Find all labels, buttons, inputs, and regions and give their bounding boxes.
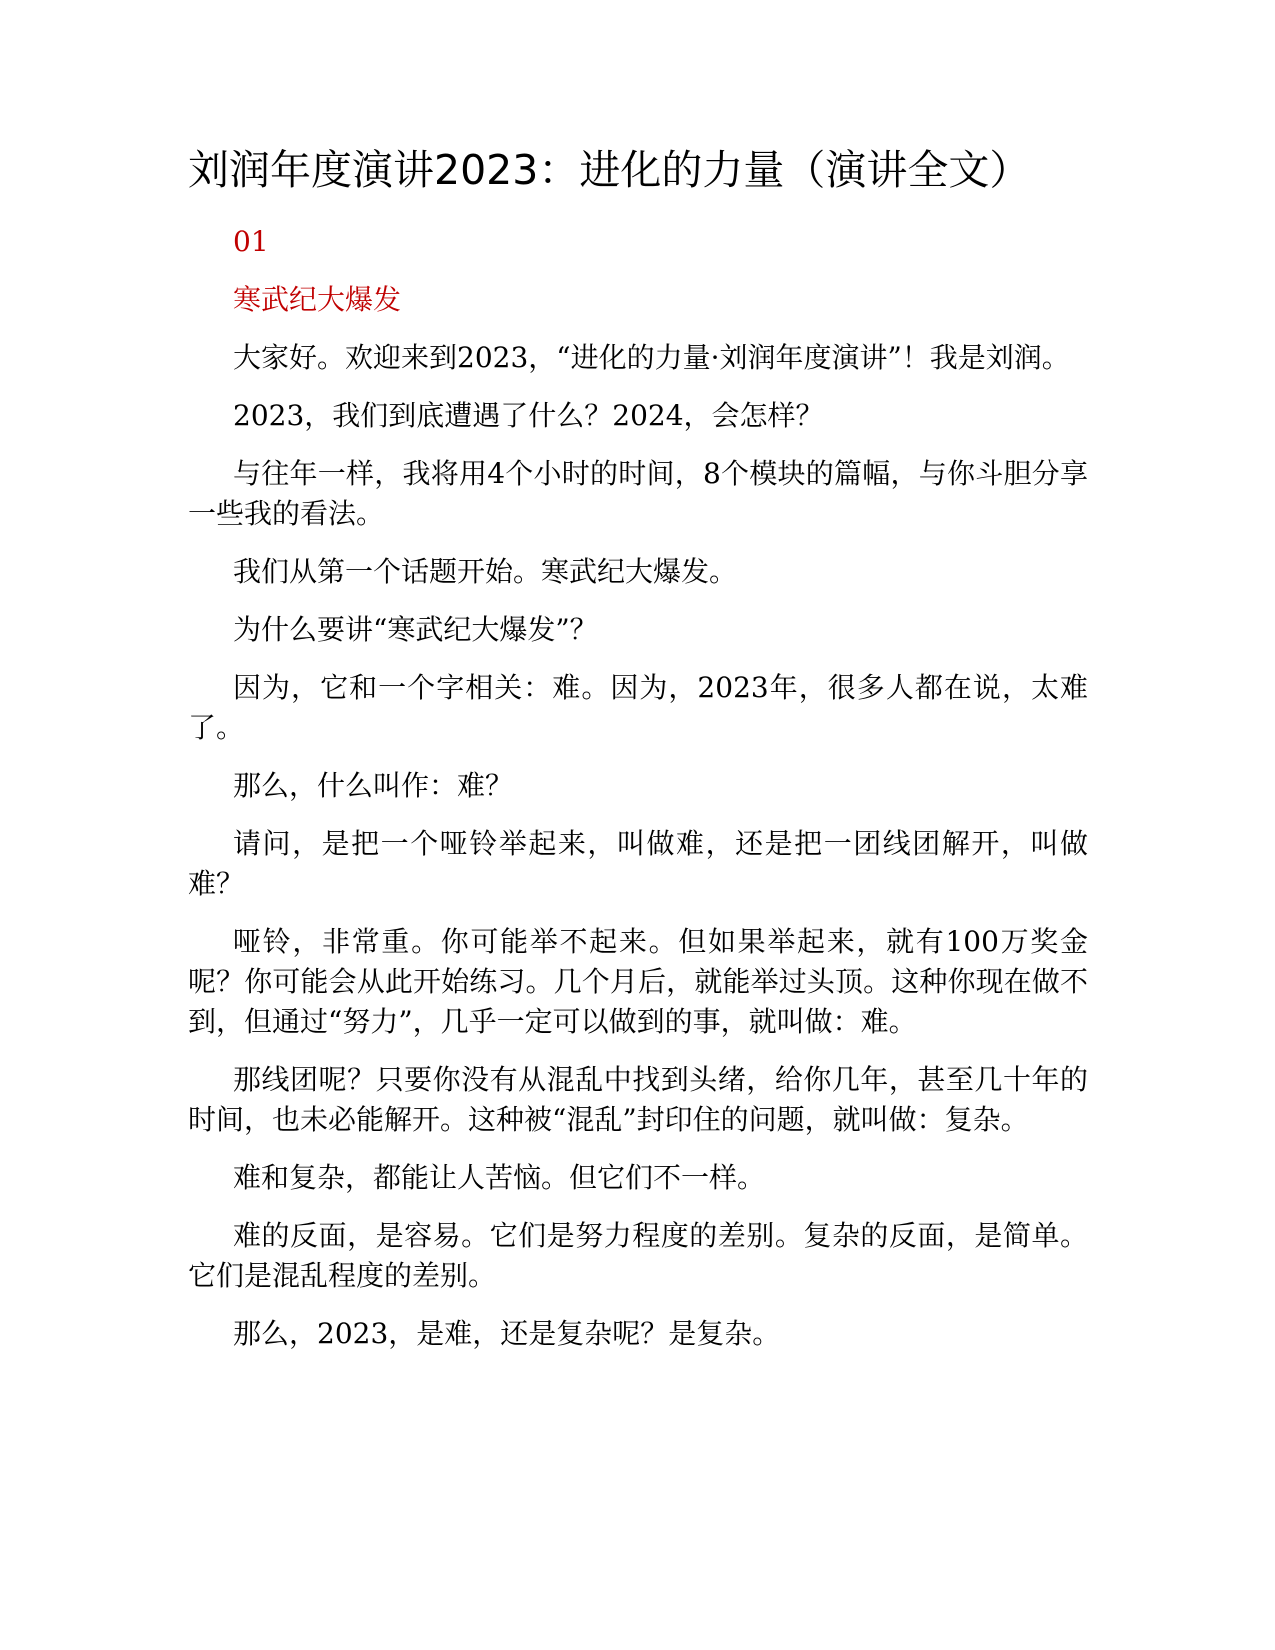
paragraph: 大家好。欢迎来到2023，“进化的力量·刘润年度演讲”！我是刘润。: [233, 341, 1070, 374]
paragraph: 那线团呢？只要你没有从混乱中找到头绪，给你几年，甚至几十年的时间，也未必能解开。这种被“混乱”封印住的问题，就叫做：复杂。: [188, 1063, 1088, 1136]
paragraph: 请问，是把一个哑铃举起来，叫做难，还是把一团线团解开，叫做难？: [188, 827, 1088, 900]
paragraph: 因为，它和一个字相关：难。因为，2023年，很多人都在说，太难了。: [188, 671, 1088, 744]
document-page: [188, 140, 1088, 1372]
paragraph: 哑铃，非常重。你可能举不起来。但如果举起来，就有100万奖金呢？你可能会从此开始练习。几个月后，就能举过头顶。这种你现在做不到，但通过“努力”，几乎一定可以做到的事，就叫做：难。: [188, 925, 1088, 1038]
paragraph: 我们从第一个话题开始。寒武纪大爆发。: [233, 555, 738, 588]
paragraph: 难和复杂，都能让人苦恼。但它们不一样。: [233, 1161, 766, 1194]
paragraph: 为什么要讲“寒武纪大爆发”？: [233, 613, 598, 646]
document-title: 刘润年度演讲2023：进化的力量（演讲全文）: [188, 146, 1031, 194]
paragraph: 那么，什么叫作：难？: [233, 769, 514, 802]
section-number: 01: [233, 225, 269, 258]
paragraph: 2023，我们到底遭遇了什么？2024，会怎样？: [233, 399, 824, 432]
section-title: 寒武纪大爆发: [233, 283, 402, 316]
paragraph: 难的反面，是容易。它们是努力程度的差别。复杂的反面，是简单。它们是混乱程度的差别。: [188, 1219, 1088, 1292]
paragraph: 那么，2023，是难，还是复杂呢？是复杂。: [233, 1317, 781, 1350]
paragraph: 与往年一样，我将用4个小时的时间，8个模块的篇幅，与你斗胆分享一些我的看法。: [188, 457, 1088, 530]
